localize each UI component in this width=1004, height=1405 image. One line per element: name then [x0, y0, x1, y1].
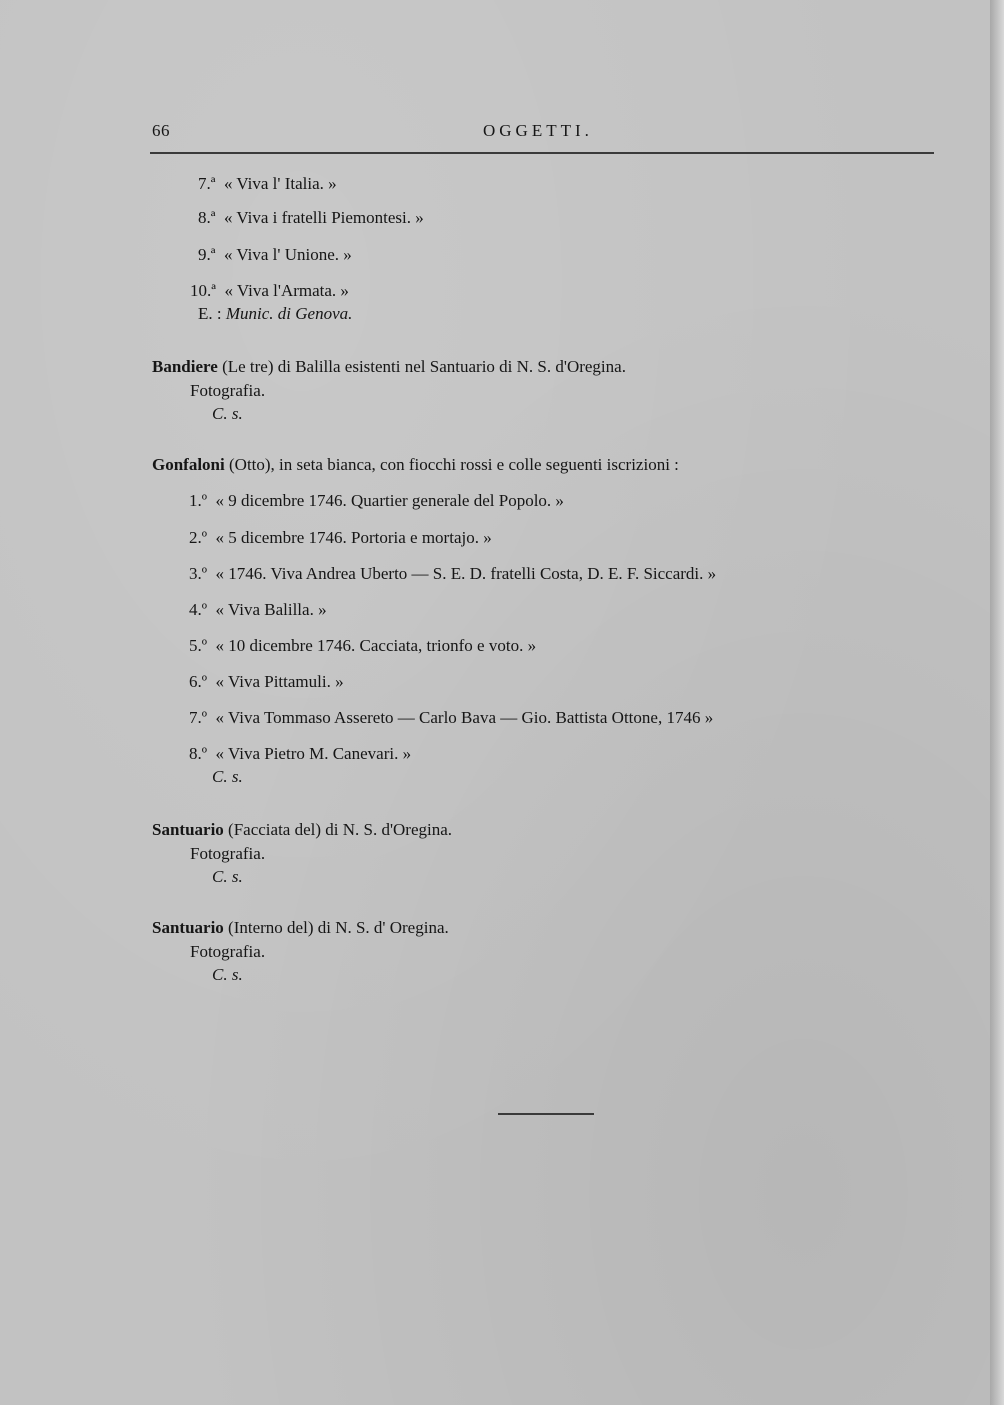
bleed-through-shadow	[178, 418, 918, 456]
page-title: OGGETTI.	[483, 121, 593, 140]
entry-term: Bandiere	[152, 357, 218, 376]
header-rule	[150, 152, 934, 154]
list-item: 7.º « Viva Tommaso Assereto — Carlo Bava — Gio. Battista Ottone, 1746 »	[189, 708, 714, 727]
entry-term: Gonfaloni	[152, 455, 225, 474]
entry-kind: Fotografia.	[190, 381, 266, 400]
list-item: 2.º « 5 dicembre 1746. Portoria e mortajo. »	[189, 528, 492, 547]
list-item: 8.ª « Viva i fratelli Piemontesi. »	[198, 208, 424, 227]
entry-bandiere	[152, 357, 626, 377]
entry-kind: Fotografia.	[190, 844, 266, 863]
entry-description: (Interno del) di N. S. d' Oregina.	[228, 918, 449, 937]
page-edge-shadow	[990, 0, 1004, 1405]
entry-santuario-facciata	[152, 820, 452, 840]
list-item: 9.ª « Viva l' Unione. »	[198, 245, 352, 264]
entry-source: C. s.	[212, 965, 243, 984]
page-number: 66	[152, 121, 170, 140]
list-item: 10.ª « Viva l'Armata. »	[190, 281, 349, 300]
closing-rule	[498, 1113, 594, 1115]
list-item: 8.º « Viva Pietro M. Canevari. »	[189, 744, 412, 763]
source-line: E. : Munic. di Genova.	[198, 304, 353, 323]
entry-source: C. s.	[212, 867, 243, 886]
entry-source: C. s.	[212, 767, 243, 786]
list-item: 1.º « 9 dicembre 1746. Quartier generale del Popolo. »	[189, 491, 564, 510]
entry-source: C. s.	[212, 404, 243, 423]
entry-term: Santuario	[152, 918, 224, 937]
entry-gonfaloni	[152, 455, 679, 475]
list-item: 6.º « Viva Pittamuli. »	[189, 672, 344, 691]
list-item: 5.º « 10 dicembre 1746. Cacciata, trionfo e voto. »	[189, 636, 537, 655]
entry-description: (Facciata del) di N. S. d'Oregina.	[228, 820, 453, 839]
list-item: 7.ª « Viva l' Italia. »	[198, 174, 337, 193]
entry-description: (Otto), in seta bianca, con fiocchi rossi e colle seguenti iscrizioni :	[229, 455, 679, 474]
list-item: 3.º « 1746. Viva Andrea Uberto — S. E. D. fratelli Costa, D. E. F. Siccardi. »	[189, 564, 717, 583]
entry-kind: Fotografia.	[190, 942, 266, 961]
entry-term: Santuario	[152, 820, 224, 839]
entry-description: (Le tre) di Balilla esistenti nel Santuario di N. S. d'Oregina.	[222, 357, 626, 376]
list-item: 4.º « Viva Balilla. »	[189, 600, 327, 619]
entry-santuario-interno	[152, 918, 449, 938]
